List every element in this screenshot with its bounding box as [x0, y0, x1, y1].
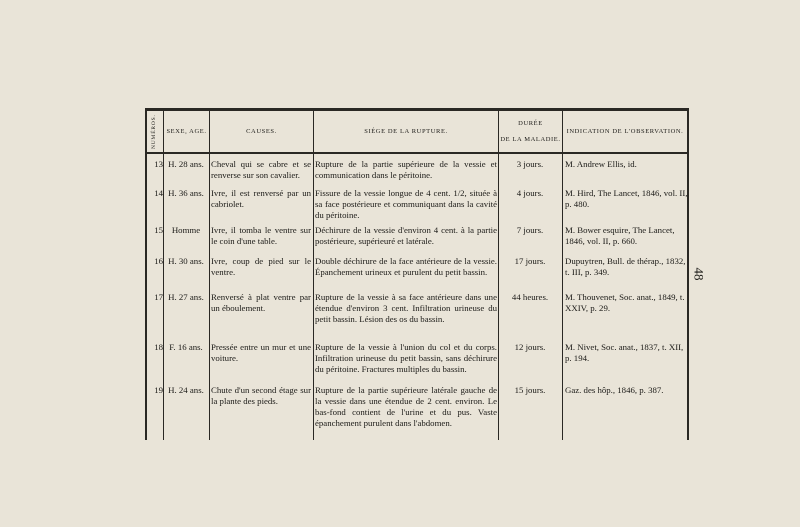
- header-observation: INDICATION DE L'OBSERVATION.: [566, 127, 684, 135]
- row-observation: M. Hird, The Lancet, 1846, vol. II, p. 480.: [565, 188, 688, 209]
- row-cause: Renversé à plat ventre par un éboulement.: [211, 292, 311, 313]
- table-top-rule: [145, 108, 689, 111]
- row-duration: 12 jours.: [514, 342, 546, 352]
- column-rule: [498, 108, 499, 440]
- row-duration: 44 heures.: [511, 292, 549, 302]
- row-seat: Rupture de la vessie à l'union du col et du corps. Infiltration urineuse du petit bassin, sans déchirure du péritoine. Fractures multiples du bassin.: [315, 342, 497, 374]
- header-duration: [499, 112, 562, 152]
- row-cause: Ivre, il est renversé par un cabriolet.: [211, 188, 311, 209]
- row-number: 13: [154, 159, 163, 169]
- column-rule: [562, 108, 563, 440]
- case-table: [145, 108, 689, 440]
- header-numeros: NUMÉROS.: [151, 114, 158, 150]
- row-sex-age: Homme: [171, 225, 201, 235]
- row-sex-age: H. 28 ans.: [168, 159, 204, 169]
- header-bottom-rule: [145, 152, 689, 154]
- row-duration: 3 jours.: [516, 159, 544, 169]
- row-observation: Gaz. des hôp., 1846, p. 387.: [565, 385, 664, 395]
- page-number: 48: [691, 267, 707, 281]
- header-causes: CAUSES.: [246, 127, 277, 135]
- row-number: 15: [154, 225, 163, 235]
- header-duration-bottom: DE LA MALADIE.: [500, 136, 561, 143]
- row-sex-age: H. 30 ans.: [168, 256, 204, 266]
- header-seat: SIÉGE DE LA RUPTURE.: [364, 127, 448, 135]
- row-cause: Cheval qui se cabre et se renverse sur son cavalier.: [211, 159, 311, 180]
- row-seat: Rupture de la vessie à sa face antérieure dans une étendue d'environ 3 cent. Infiltration urineuse du petit bassin. Lésion des os du bassin.: [315, 292, 497, 324]
- header-sex-age: SEXE, AGE.: [166, 127, 207, 135]
- row-number: 14: [154, 188, 163, 198]
- row-seat: Rupture de la partie supérieure de la vessie et communication dans le péritoine.: [315, 159, 497, 180]
- row-observation: M. Thouvenet, Soc. anat., 1849, t. XXIV, p. 29.: [565, 292, 685, 313]
- column-rule: [313, 108, 314, 440]
- row-number: 18: [154, 342, 163, 352]
- row-duration: 15 jours.: [514, 385, 546, 395]
- row-cause: Pressée entre un mur et une voiture.: [211, 342, 311, 363]
- row-seat: Fissure de la vessie longue de 4 cent. 1/2, située à sa face postérieure et communiquant dans la cavité du péritoine.: [315, 188, 497, 220]
- row-observation: M. Bower esquire, The Lancet, 1846, vol. II, p. 660.: [565, 225, 675, 246]
- row-sex-age: H. 24 ans.: [168, 385, 204, 395]
- row-seat: Rupture de la partie supérieure latérale gauche de la vessie dans une étendue de 2 cent. environ. Le bas-fond contient de l'urine et du pus. Vaste épanchement purulent dans l'abdomen.: [315, 385, 497, 428]
- row-duration: 17 jours.: [514, 256, 546, 266]
- row-seat: Double déchirure de la face antérieure de la vessie. Épanchement urineux et purulent du petit bassin.: [315, 256, 497, 277]
- row-seat: Déchirure de la vessie d'environ 4 cent. à la partie postérieure, supérieuré et latérale.: [315, 225, 497, 246]
- row-observation: M. Nivet, Soc. anat., 1837, t. XII, p. 194.: [565, 342, 684, 363]
- row-cause: Ivre, coup de pied sur le ventre.: [211, 256, 311, 277]
- row-sex-age: H. 27 ans.: [168, 292, 204, 302]
- header-duration-top: DURÉE: [518, 119, 543, 127]
- row-cause: Ivre, il tomba le ventre sur le coin d'une table.: [211, 225, 311, 246]
- row-cause: Chute d'un second étage sur la plante des pieds.: [211, 385, 311, 406]
- row-number: 16: [154, 256, 163, 266]
- row-duration: 7 jours.: [516, 225, 544, 235]
- row-number: 17: [154, 292, 163, 302]
- row-sex-age: F. 16 ans.: [169, 342, 203, 352]
- column-rule: [209, 108, 210, 440]
- row-duration: 4 jours.: [516, 188, 544, 198]
- row-observation: Dupuytren, Bull. de thérap., 1832, t. III, p. 349.: [565, 256, 686, 277]
- row-observation: M. Andrew Ellis, id.: [565, 159, 637, 169]
- row-number: 19: [154, 385, 163, 395]
- row-sex-age: H. 36 ans.: [168, 188, 204, 198]
